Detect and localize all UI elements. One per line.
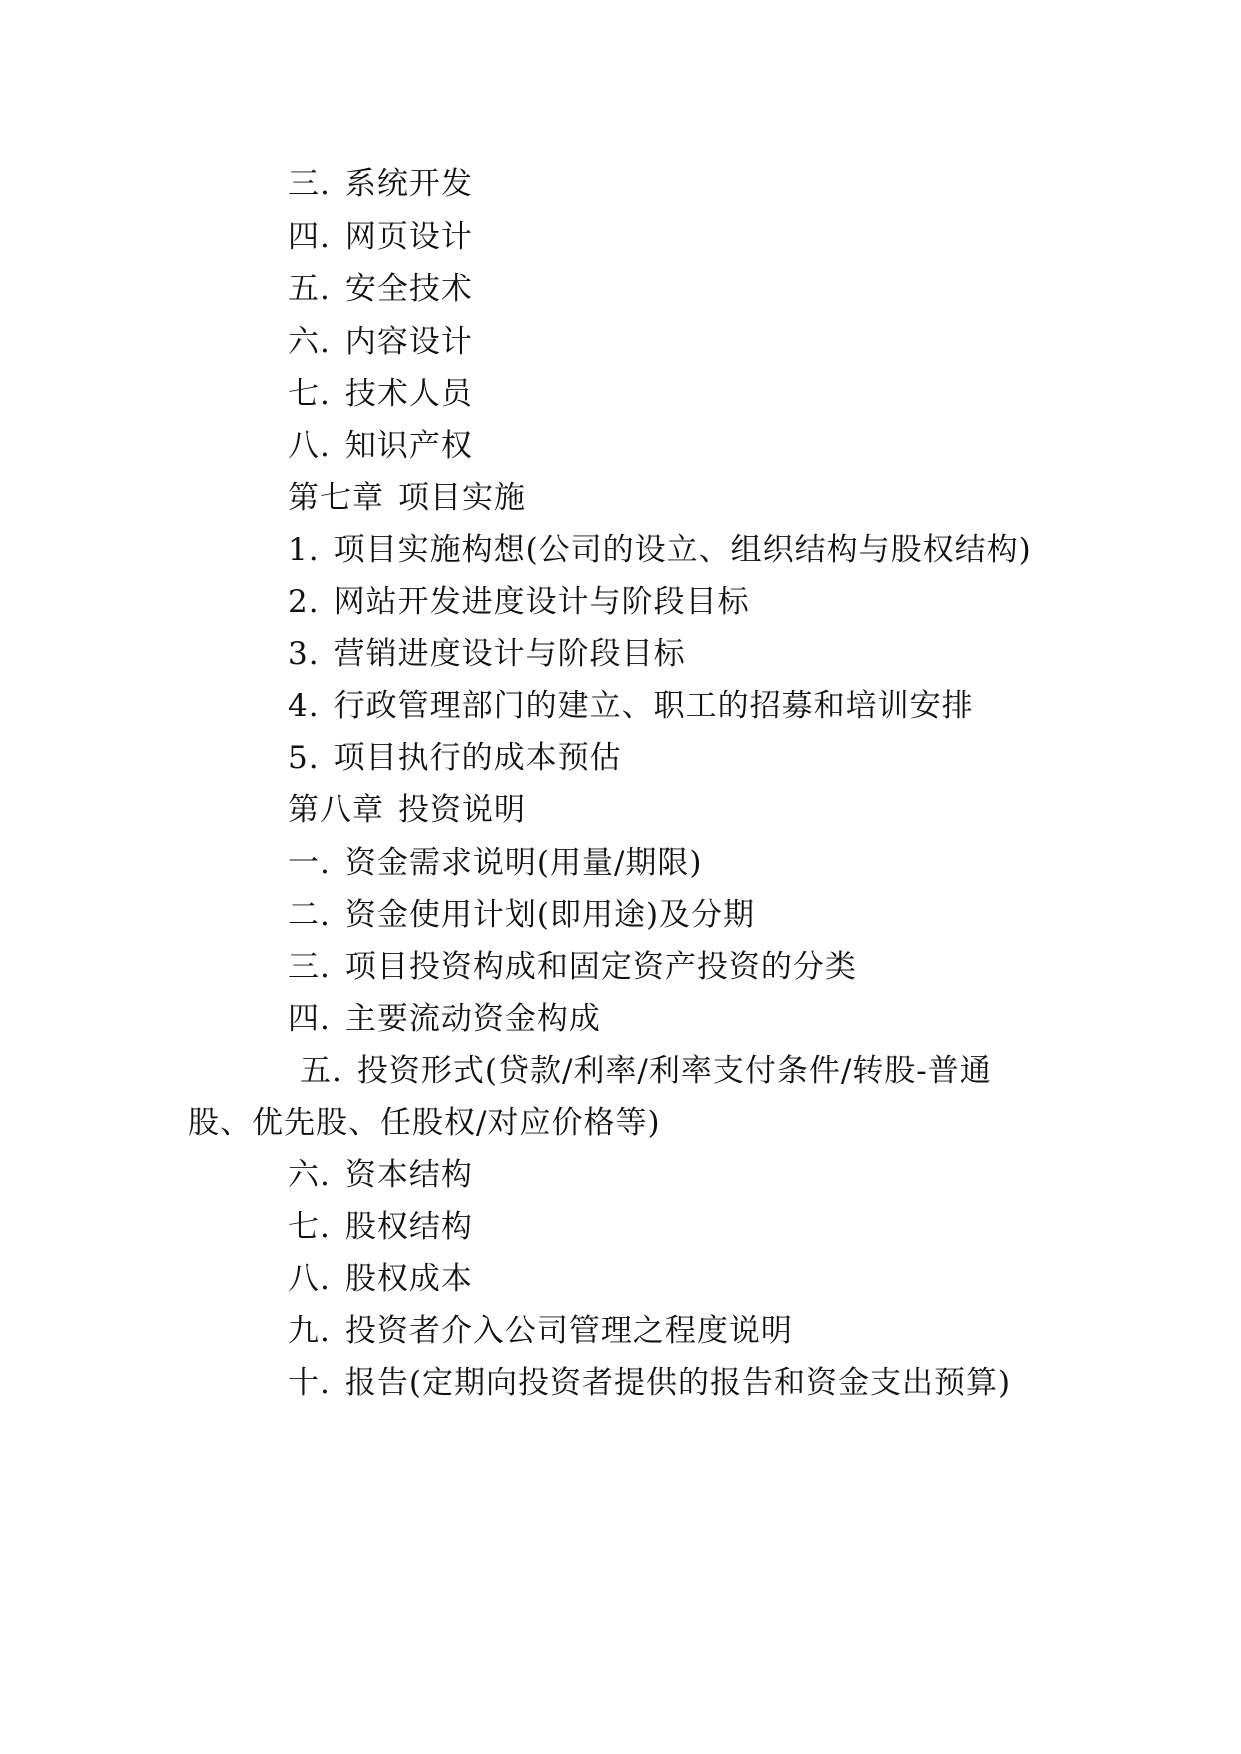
outline-item-continuation — [188, 1103, 661, 1143]
chapter-number: 第七章 — [288, 480, 384, 516]
outline-item — [300, 1051, 992, 1091]
outline-item — [288, 269, 473, 309]
item-text: 投资形式(贷款/利率/利率支付条件/转股-普通 — [356, 1053, 992, 1089]
outline-item — [288, 322, 473, 362]
outline-item — [288, 217, 473, 257]
item-text: 股权成本 — [344, 1261, 473, 1297]
chapter-title: 项目实施 — [398, 480, 526, 516]
item-number: 七. — [288, 1209, 331, 1245]
outline-item — [288, 1363, 1011, 1403]
item-number: 五. — [300, 1053, 343, 1089]
outline-item — [288, 895, 755, 935]
item-number: 四. — [288, 1001, 331, 1037]
outline-item — [288, 582, 750, 622]
item-text: 项目执行的成本预估 — [333, 740, 622, 776]
item-text: 主要流动资金构成 — [344, 1001, 601, 1037]
outline-item — [288, 738, 622, 778]
outline-item — [288, 999, 601, 1039]
outline-item — [288, 843, 703, 883]
item-number: 2. — [288, 584, 320, 620]
outline-item — [288, 947, 857, 987]
item-text: 股、优先股、任股权/对应价格等) — [188, 1105, 661, 1141]
item-text: 项目实施构想(公司的设立、组织结构与股权结构) — [333, 532, 1032, 568]
outline-item — [288, 1207, 473, 1247]
item-number: 三. — [288, 949, 331, 985]
item-text: 项目投资构成和固定资产投资的分类 — [344, 949, 857, 985]
outline-item — [288, 1311, 793, 1351]
item-text: 股权结构 — [344, 1209, 473, 1245]
item-text: 报告(定期向投资者提供的报告和资金支出预算) — [344, 1365, 1012, 1401]
item-number: 五. — [288, 271, 331, 307]
item-text: 系统开发 — [344, 166, 473, 202]
outline-item — [288, 634, 686, 674]
item-number: 四. — [288, 219, 331, 255]
item-text: 行政管理部门的建立、职工的招募和培训安排 — [333, 688, 974, 724]
item-number: 六. — [288, 324, 331, 360]
item-number: 八. — [288, 428, 331, 464]
item-number: 三. — [288, 166, 331, 202]
item-number: 3. — [288, 636, 320, 672]
item-text: 资金使用计划(即用途)及分期 — [344, 897, 756, 933]
item-number: 十. — [288, 1365, 331, 1401]
chapter-number: 第八章 — [288, 792, 384, 828]
item-text: 营销进度设计与阶段目标 — [333, 636, 686, 672]
item-number: 1. — [288, 532, 320, 568]
chapter-title: 投资说明 — [398, 792, 526, 828]
item-number: 二. — [288, 897, 331, 933]
item-text: 投资者介入公司管理之程度说明 — [344, 1313, 793, 1349]
item-text: 资金需求说明(用量/期限) — [344, 845, 703, 881]
item-number: 八. — [288, 1261, 331, 1297]
item-number: 六. — [288, 1157, 331, 1193]
item-number: 一. — [288, 845, 331, 881]
item-text: 技术人员 — [344, 376, 473, 412]
item-text: 安全技术 — [344, 271, 473, 307]
chapter-heading — [288, 478, 526, 518]
item-number: 九. — [288, 1313, 331, 1349]
outline-item — [288, 686, 974, 726]
item-number: 七. — [288, 376, 331, 412]
item-text: 网页设计 — [344, 219, 473, 255]
item-text: 网站开发进度设计与阶段目标 — [333, 584, 750, 620]
item-number: 5. — [288, 740, 320, 776]
chapter-heading — [288, 790, 526, 830]
outline-item — [288, 1155, 473, 1195]
item-text: 知识产权 — [344, 428, 473, 464]
item-text: 内容设计 — [344, 324, 473, 360]
outline-item — [288, 374, 473, 414]
item-text: 资本结构 — [344, 1157, 473, 1193]
outline-item — [288, 426, 473, 466]
outline-item — [288, 1259, 473, 1299]
outline-item — [288, 530, 1032, 570]
item-number: 4. — [288, 688, 320, 724]
outline-item — [288, 164, 473, 204]
